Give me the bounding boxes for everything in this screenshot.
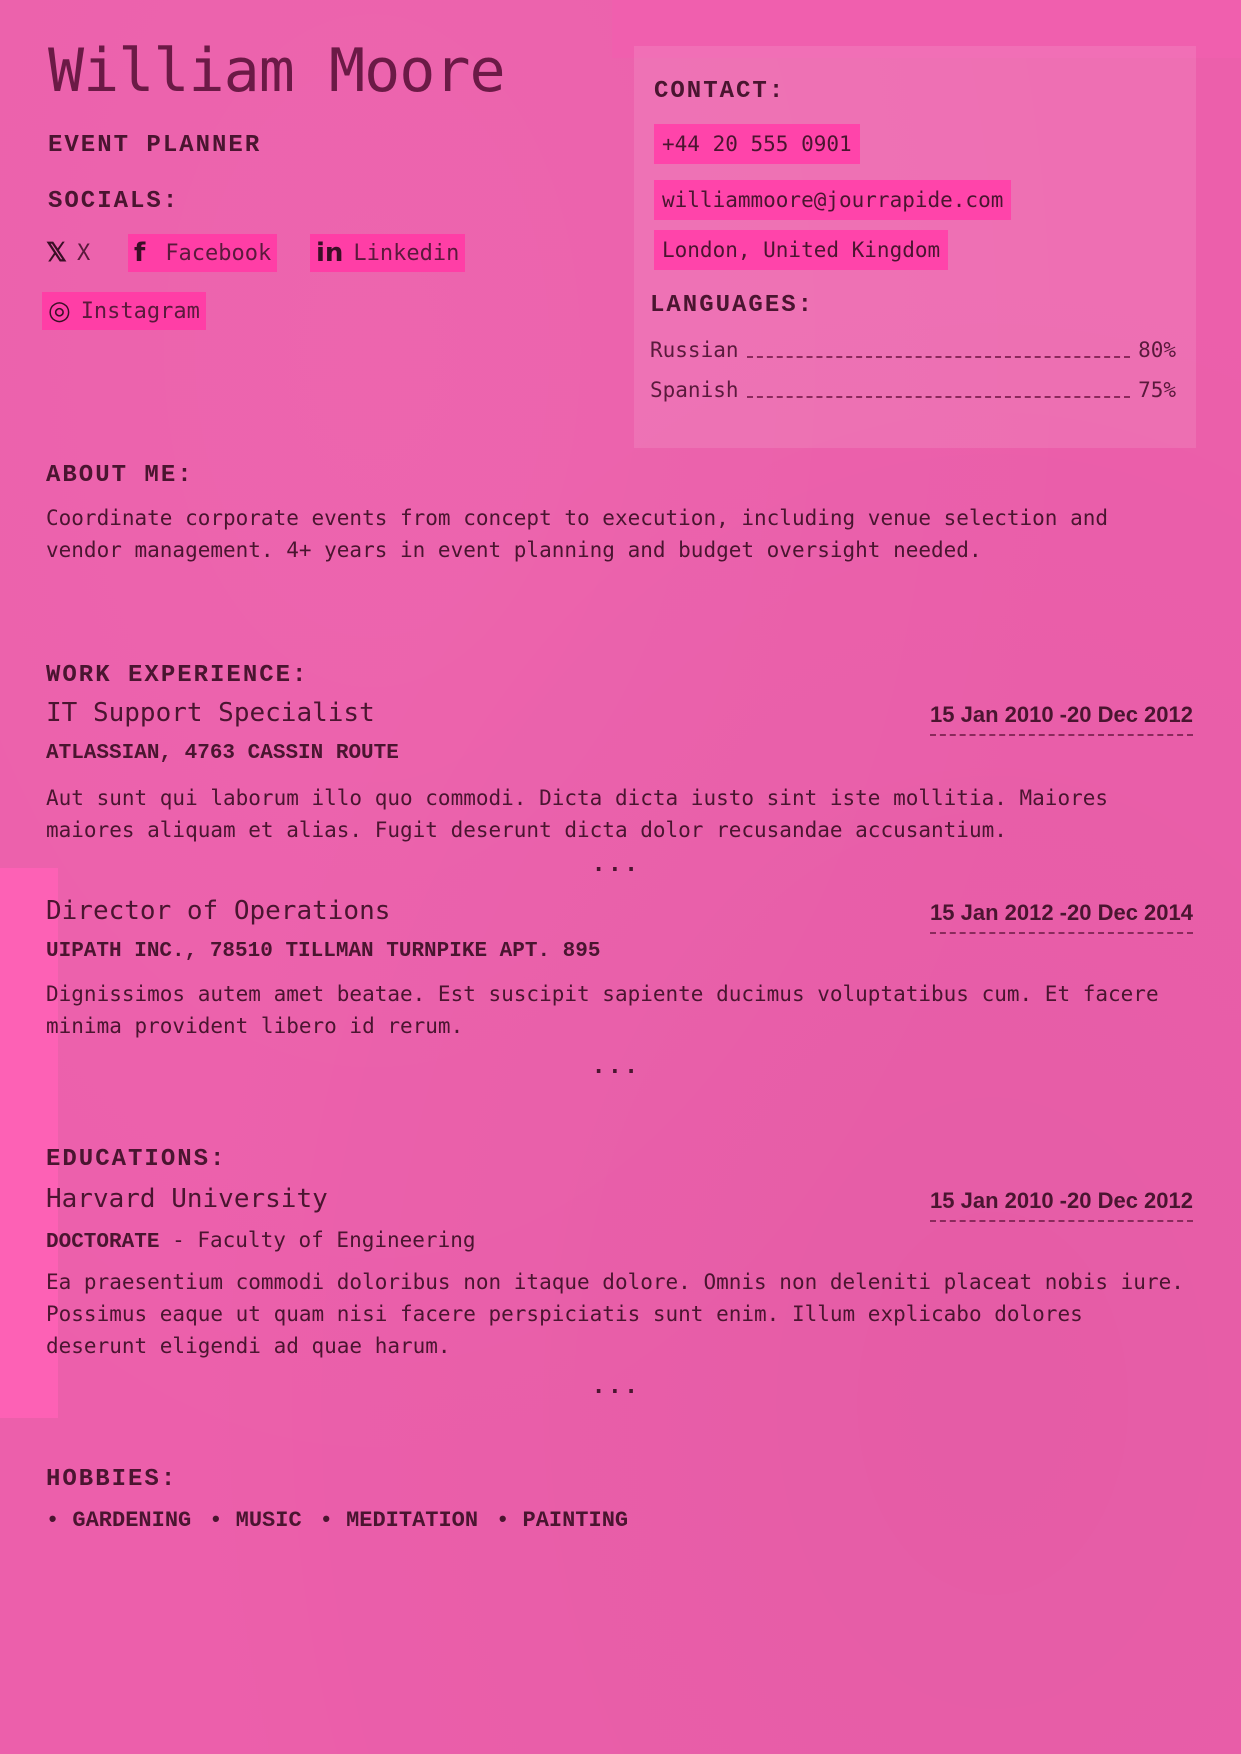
social-facebook-label: Facebook [165, 240, 272, 266]
job-description: Aut sunt qui laborum illo quo commodi. Dicta dicta iusto sint iste mollitia. Maiores maiores aliquam et alias. Fugit deserunt dicta dolor recusandae accusantium. [46, 786, 1109, 842]
job-dates: 15 Jan 2012 -20 Dec 2014 [930, 900, 1193, 934]
ellipsis-divider: ... [592, 1054, 641, 1079]
job-description: Dignissimos autem amet beatae. Est suscipit sapiente ducimus voluptatibus cum. Et facere minima provident libero id rerum. [46, 982, 1159, 1038]
languages-heading: LANGUAGES: [650, 292, 815, 319]
contact-email[interactable]: williammoore@jourrapide.com [654, 180, 1011, 220]
ellipsis-divider: ... [592, 1374, 641, 1399]
instagram-icon: ◎ [48, 296, 71, 326]
hobby-item: • GARDENING [46, 1508, 191, 1533]
dotted-leader [747, 396, 1131, 398]
candidate-name: William Moore [48, 36, 505, 106]
contact-phone: +44 20 555 0901 [654, 124, 860, 164]
education-degree-line [46, 1228, 476, 1254]
about-heading: ABOUT ME: [46, 462, 194, 489]
job-company: UIPATH INC., 78510 TILLMAN TURNPIKE APT. 895 [46, 940, 601, 963]
school-name: Harvard University [46, 1184, 328, 1214]
job-title: IT Support Specialist [46, 698, 375, 728]
work-heading: WORK EXPERIENCE: [46, 662, 309, 689]
hobby-item: • MUSIC [209, 1508, 301, 1533]
facebook-icon: f [134, 238, 146, 268]
contact-heading: CONTACT: [654, 78, 786, 105]
education-description: Ea praesentium commodi doloribus non itaque dolore. Omnis non deleniti placeat nobis iure. Possimus eaque ut quam nisi facere perspiciatis sunt enim. Illum explicabo dolores deserunt eligendi ad quae harum. [46, 1270, 1184, 1358]
language-level: 75% [1138, 378, 1176, 402]
job-dates: 15 Jan 2010 -20 Dec 2012 [930, 702, 1193, 736]
social-linkedin[interactable] [310, 234, 465, 272]
language-name: Spanish [650, 378, 739, 402]
social-x[interactable] [46, 234, 90, 272]
hobbies-list [46, 1508, 628, 1533]
hobby-item: • PAINTING [496, 1508, 628, 1533]
language-name: Russian [650, 338, 739, 362]
education-field: - Faculty of Engineering [159, 1228, 476, 1252]
education-dates: 15 Jan 2010 -20 Dec 2012 [930, 1188, 1193, 1222]
job-title: Director of Operations [46, 896, 391, 926]
job-role: EVENT PLANNER [48, 132, 262, 159]
social-instagram-label: Instagram [80, 298, 200, 324]
social-instagram[interactable] [42, 292, 206, 330]
linkedin-icon: in [316, 238, 344, 268]
socials-heading: SOCIALS: [48, 188, 180, 215]
social-linkedin-label: Linkedin [353, 240, 460, 266]
dotted-leader [747, 356, 1131, 358]
social-facebook[interactable] [128, 234, 277, 272]
language-level: 80% [1138, 338, 1176, 362]
hobbies-heading: HOBBIES: [46, 1466, 178, 1493]
x-icon: 𝕏 [46, 238, 67, 268]
social-x-label: X [76, 240, 91, 266]
ellipsis-divider: ... [592, 852, 641, 877]
contact-location: London, United Kingdom [654, 230, 948, 270]
education-degree: DOCTORATE [46, 1231, 160, 1254]
language-row [650, 378, 1176, 402]
language-row [650, 338, 1176, 362]
about-text: Coordinate corporate events from concept to execution, including venue selection and vendor management. 4+ years in event planning and budget oversight needed. [46, 506, 1109, 562]
job-company: ATLASSIAN, 4763 CASSIN ROUTE [46, 742, 399, 765]
hobby-item: • MEDITATION [320, 1508, 478, 1533]
education-heading: EDUCATIONS: [46, 1146, 227, 1173]
